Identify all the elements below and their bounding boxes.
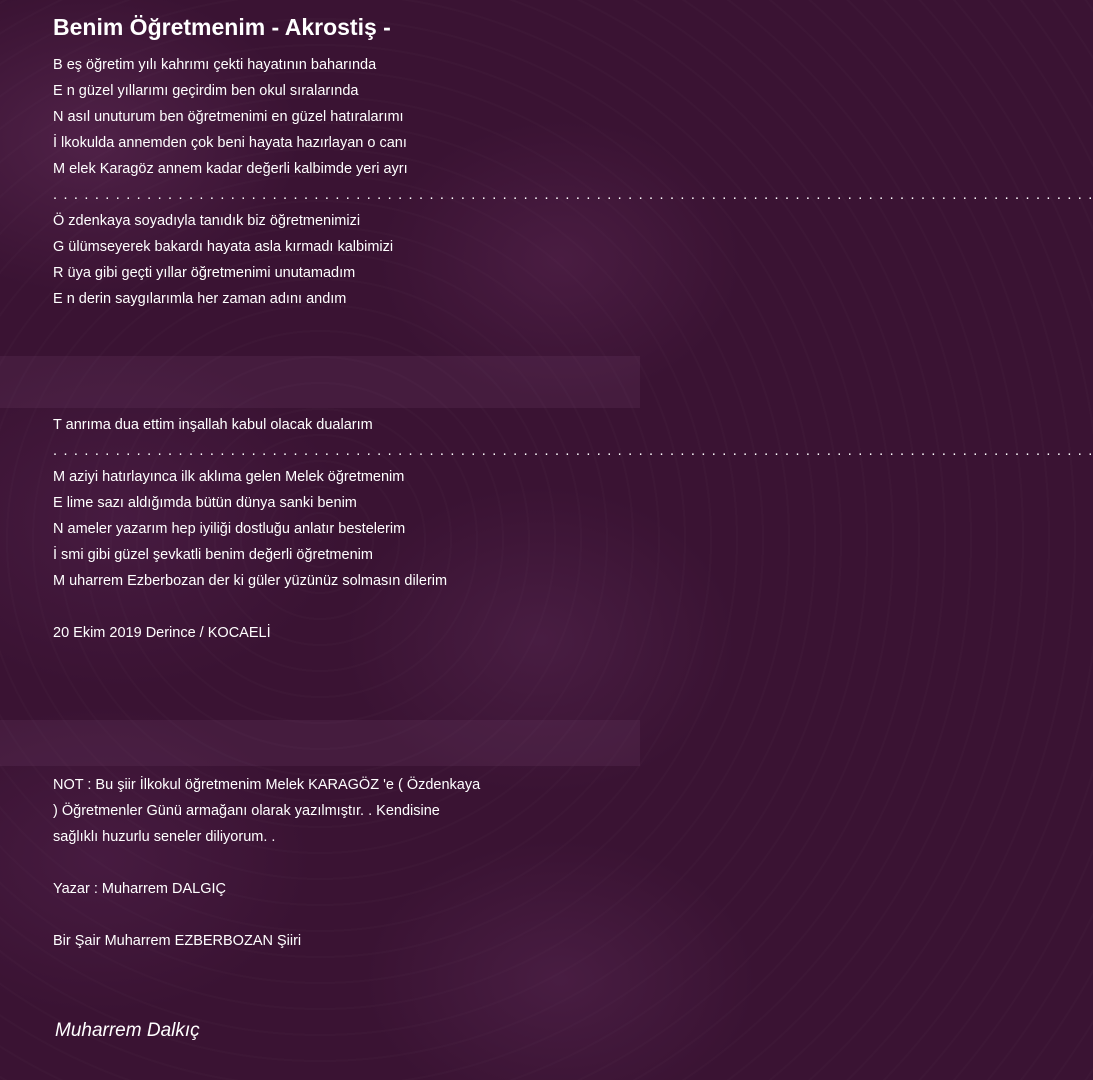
poem-line: B eş öğretim yılı kahrımı çekti hayatının baharında [53,57,377,73]
poem-line: Ö zdenkaya soyadıyla tanıdık biz öğretmenimizi [53,213,361,229]
dotted-separator: . . . . . . . . . . . . . . . . . . . . . . . . . . . . . . . . . . . . . . . . . . . . . . . . . . . . . . . . . . . . . . . . . . . . . . . . . . . . . . . . . . . . . . . . . . . . . . . . . . . . [53,443,1093,459]
poem-line: E lime sazı aldığımda bütün dünya sanki benim [53,495,357,511]
background-band-bottom [0,720,640,766]
poet-line: Bir Şair Muharrem EZBERBOZAN Şiiri [53,933,302,949]
background-band-top [0,356,640,408]
author-name[interactable]: Muharrem Dalkıç [55,1020,200,1041]
poem-line: E n derin saygılarımla her zaman adını andım [53,291,347,307]
poem-line: M elek Karagöz annem kadar değerli kalbimde yeri ayrı [53,161,408,177]
date-location: 20 Ekim 2019 Derince / KOCAELİ [53,625,271,641]
note-line: NOT : Bu şiir İlkokul öğretmenim Melek KARAGÖZ 'e ( Özdenkaya [53,777,481,793]
poem-title: Benim Öğretmenim - Akrostiş - [53,14,391,40]
dotted-separator: . . . . . . . . . . . . . . . . . . . . . . . . . . . . . . . . . . . . . . . . . . . . . . . . . . . . . . . . . . . . . . . . . . . . . . . . . . . . . . . . . . . . . . . . . . . . . . . . . . . . [53,187,1093,203]
poem-line: M aziyi hatırlayınca ilk aklıma gelen Melek öğretmenim [53,469,405,485]
note-line: ) Öğretmenler Günü armağanı olarak yazılmıştır. . Kendisine [53,803,440,819]
poem-line: N asıl unuturum ben öğretmenimi en güzel hatıralarımı [53,109,404,125]
poem-line: G ülümseyerek bakardı hayata asla kırmadı kalbimizi [53,239,394,255]
poem-line: M uharrem Ezberbozan der ki güler yüzünüz solmasın dilerim [53,573,448,589]
poem-line: T anrıma dua ettim inşallah kabul olacak dualarım [53,417,373,433]
poem-line: İ lkokulda annemden çok beni hayata hazırlayan o canı [53,135,407,151]
note-line: sağlıklı huzurlu seneler diliyorum. . [53,829,276,845]
writer-line: Yazar : Muharrem DALGIÇ [53,881,226,897]
poem-line: R üya gibi geçti yıllar öğretmenimi unutamadım [53,265,356,281]
poem-line: E n güzel yıllarımı geçirdim ben okul sıralarında [53,83,359,99]
poem-line: N ameler yazarım hep iyiliği dostluğu anlatır bestelerim [53,521,406,537]
poem-line: İ smi gibi güzel şevkatli benim değerli öğretmenim [53,547,373,563]
